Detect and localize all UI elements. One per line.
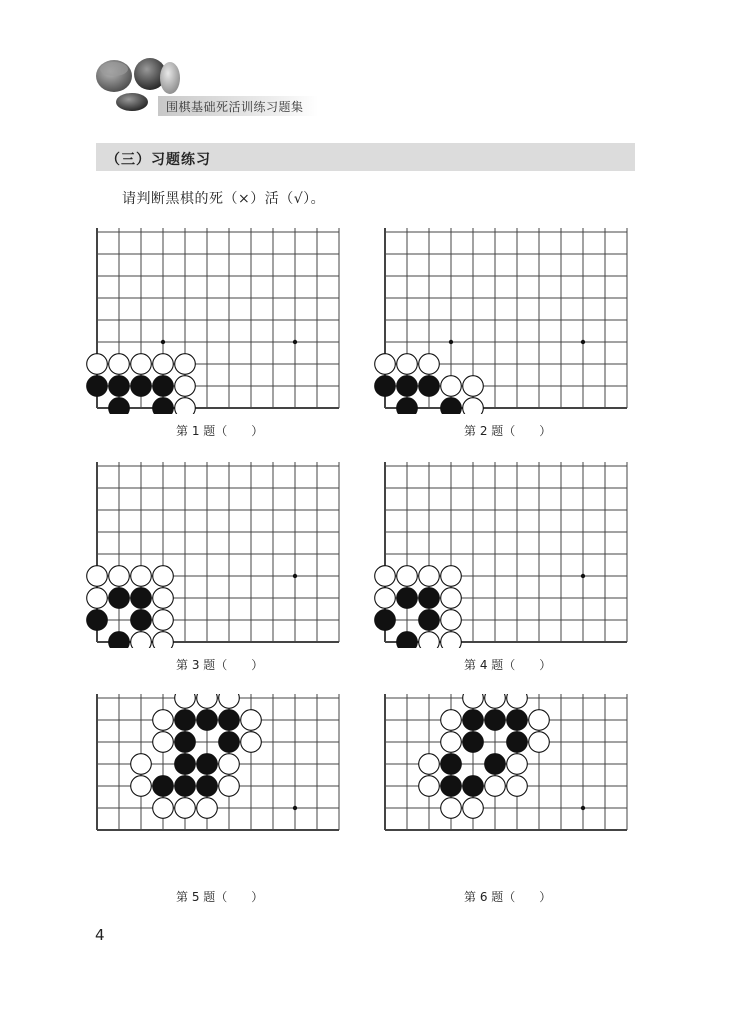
black-stone — [153, 376, 174, 397]
problem-5-board — [84, 694, 352, 880]
white-stone — [219, 754, 240, 775]
star-point — [581, 574, 585, 578]
star-point — [293, 574, 297, 578]
white-stone — [441, 732, 462, 753]
white-stone — [87, 588, 108, 609]
problem-3-label: 第 3 题（ ） — [176, 658, 264, 672]
problem-3-board — [84, 462, 352, 648]
black-stone — [441, 754, 462, 775]
white-stone — [463, 798, 484, 819]
problem-1-board — [84, 228, 352, 414]
white-stone — [131, 776, 152, 797]
problem-4-board — [372, 462, 640, 648]
problem-2-label: 第 2 题（ ） — [464, 424, 552, 438]
black-stone — [463, 710, 484, 731]
black-stone — [463, 732, 484, 753]
black-stone — [219, 710, 240, 731]
black-stone — [397, 632, 418, 648]
black-stone — [109, 632, 130, 648]
white-stone — [463, 398, 484, 414]
white-stone — [507, 694, 528, 708]
black-stone — [109, 588, 130, 609]
white-stone — [485, 694, 506, 708]
star-point — [293, 806, 297, 810]
black-stone — [507, 710, 528, 731]
white-stone — [219, 776, 240, 797]
problem-2-board — [372, 228, 640, 414]
white-stone — [87, 354, 108, 375]
book-title: 围棋基础死活训练习题集 — [166, 100, 304, 114]
white-stone — [441, 632, 462, 648]
black-stone — [219, 732, 240, 753]
black-stone — [375, 376, 396, 397]
white-stone — [507, 776, 528, 797]
white-stone — [109, 354, 130, 375]
instruction-text: 请判断黑棋的死（×）活（√）。 — [122, 191, 326, 207]
black-stone — [485, 754, 506, 775]
white-stone — [375, 588, 396, 609]
white-stone — [463, 376, 484, 397]
black-stone — [153, 398, 174, 414]
white-stone — [441, 798, 462, 819]
problem-1-label: 第 1 题（ ） — [176, 424, 264, 438]
black-stone — [131, 588, 152, 609]
white-stone — [175, 694, 196, 708]
black-stone — [397, 376, 418, 397]
black-stone — [175, 776, 196, 797]
white-stone — [375, 354, 396, 375]
black-stone — [397, 398, 418, 414]
black-stone — [175, 710, 196, 731]
section-title: （三）习题练习 — [106, 152, 211, 168]
black-stone — [419, 588, 440, 609]
black-stone — [397, 588, 418, 609]
problem-6-board — [372, 694, 640, 880]
white-stone — [131, 354, 152, 375]
white-stone — [441, 610, 462, 631]
black-stone — [197, 710, 218, 731]
black-stone — [87, 610, 108, 631]
star-point — [293, 340, 297, 344]
white-stone — [175, 376, 196, 397]
white-stone — [419, 566, 440, 587]
black-stone — [109, 376, 130, 397]
black-stone — [375, 610, 396, 631]
white-stone — [485, 776, 506, 797]
problem-5-label: 第 5 题（ ） — [176, 890, 264, 904]
white-stone — [131, 754, 152, 775]
white-stone — [507, 754, 528, 775]
white-stone — [397, 354, 418, 375]
white-stone — [131, 632, 152, 648]
white-stone — [219, 694, 240, 708]
white-stone — [197, 798, 218, 819]
white-stone — [131, 566, 152, 587]
white-stone — [153, 732, 174, 753]
black-stone — [131, 376, 152, 397]
white-stone — [197, 694, 218, 708]
white-stone — [153, 632, 174, 648]
star-point — [161, 340, 165, 344]
black-stone — [197, 754, 218, 775]
white-stone — [153, 354, 174, 375]
white-stone — [441, 710, 462, 731]
black-stone — [153, 776, 174, 797]
black-stone — [175, 754, 196, 775]
black-stone — [131, 610, 152, 631]
white-stone — [441, 588, 462, 609]
white-stone — [397, 566, 418, 587]
star-point — [449, 340, 453, 344]
black-stone — [197, 776, 218, 797]
white-stone — [419, 632, 440, 648]
black-stone — [87, 376, 108, 397]
white-stone — [87, 566, 108, 587]
black-stone — [175, 732, 196, 753]
black-stone — [419, 610, 440, 631]
white-stone — [529, 732, 550, 753]
white-stone — [109, 566, 130, 587]
white-stone — [153, 588, 174, 609]
black-stone — [419, 376, 440, 397]
black-stone — [441, 398, 462, 414]
white-stone — [375, 566, 396, 587]
white-stone — [153, 710, 174, 731]
black-stone — [463, 776, 484, 797]
white-stone — [441, 566, 462, 587]
problem-6-label: 第 6 题（ ） — [464, 890, 552, 904]
star-point — [581, 340, 585, 344]
white-stone — [153, 566, 174, 587]
white-stone — [175, 354, 196, 375]
white-stone — [241, 732, 262, 753]
white-stone — [175, 798, 196, 819]
star-point — [581, 806, 585, 810]
black-stone — [441, 776, 462, 797]
white-stone — [175, 398, 196, 414]
white-stone — [153, 798, 174, 819]
white-stone — [153, 610, 174, 631]
white-stone — [419, 776, 440, 797]
white-stone — [419, 754, 440, 775]
white-stone — [419, 354, 440, 375]
white-stone — [441, 376, 462, 397]
problem-4-label: 第 4 题（ ） — [464, 658, 552, 672]
white-stone — [463, 694, 484, 708]
page-number: 4 — [95, 926, 105, 944]
black-stone — [109, 398, 130, 414]
black-stone — [485, 710, 506, 731]
white-stone — [241, 710, 262, 731]
black-stone — [507, 732, 528, 753]
white-stone — [529, 710, 550, 731]
